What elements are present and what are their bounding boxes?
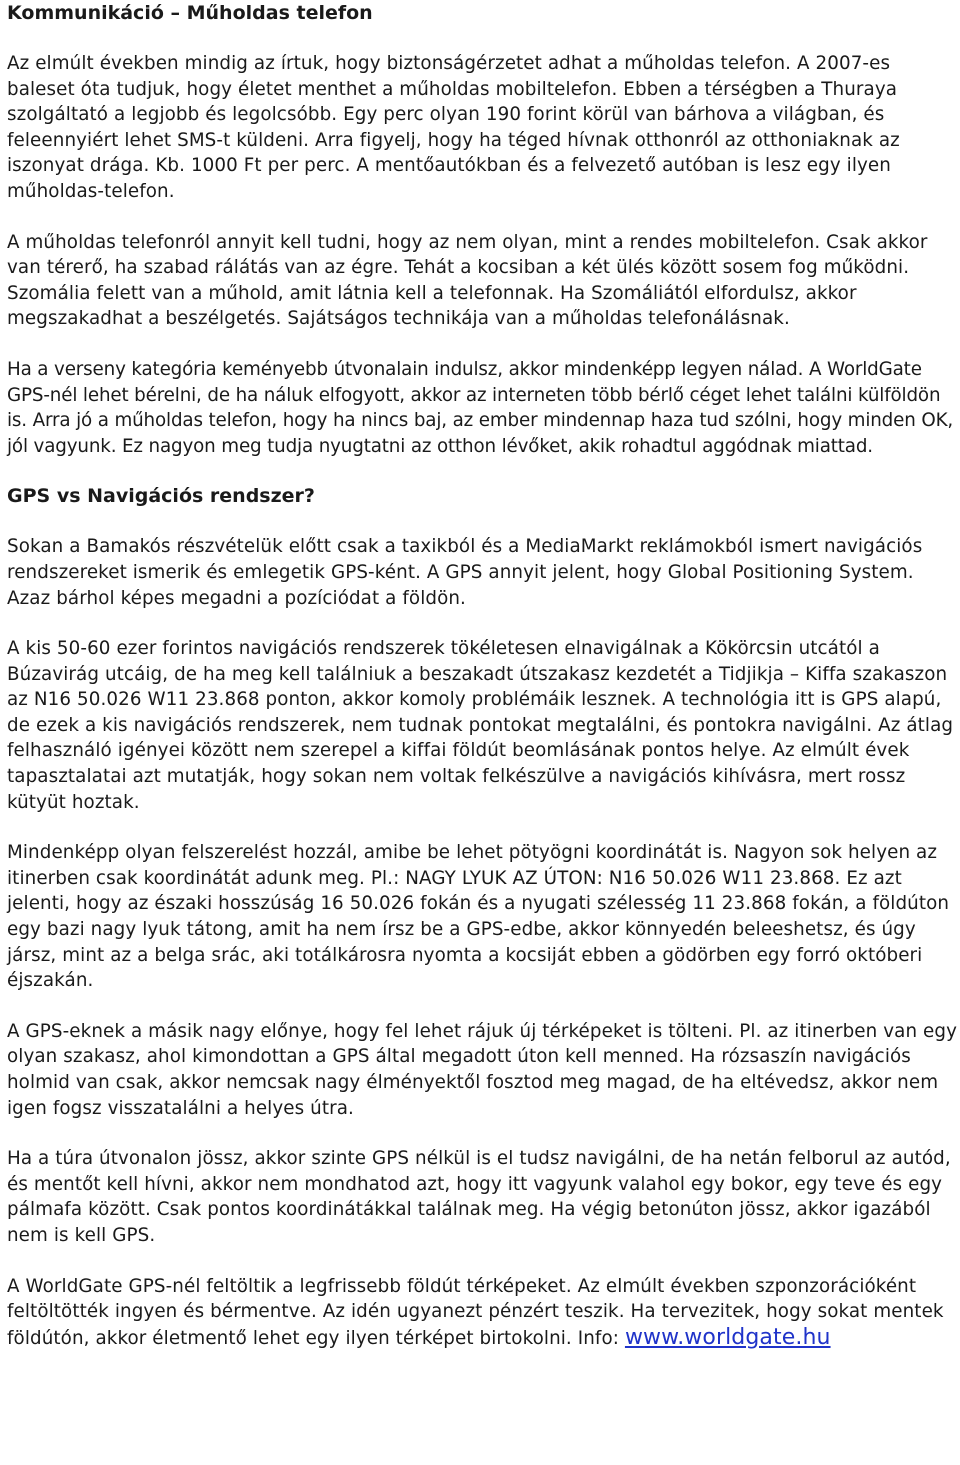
paragraph: A GPS-eknek a másik nagy előnye, hogy fel lehet rájuk új térképeket is tölteni. Pl. az itinerben van egy olyan szakasz, ahol kimondottan a GPS által megadott úton kell menned. Ha rózsaszín navigációs holmid van csak, akkor nemcsak nagy élményektől fosztod meg magad, de ha eltévedsz, akkor nem igen fogsz visszatalálni a helyes útra. [7,1020,958,1119]
section-heading-satellite-phone: Kommunikáció – Műholdas telefon [7,2,373,24]
paragraph-text: A WorldGate GPS-nél feltöltik a legfrissebb földút térképeket. Az elmúlt években szponzorációként feltöltötték ingyen és bérmentve. Az idén ugyanezt pénzért teszik. Ha tervezitek, hogy sokat mentek földútón, akkor életmentő lehet egy ilyen térképet birtokolni. Info: [7,1275,944,1349]
paragraph-last [7,1274,957,1352]
paragraph: Mindenképp olyan felszerelést hozzál, amibe be lehet pötyögni koordinátát is. Nagyon sok helyen az itinerben csak koordinátát adunk meg. Pl.: NAGY LYUK AZ ÚTON: N16 50.026 W11 23.868. Ez azt jelenti, hogy az északi hosszúság 16 50.026 fokán és a nyugati szélesség 11 23.868 fokán, a földúton egy bazi nagy lyuk tátong, amit ha nem írsz be a GPS-edbe, akkor könnyedén beleeshetsz, és úgy jársz, mint az a belga srác, aki totálkárosra nyomta a kocsiját ebben a gödörben egy forró októberi éjszakán. [7,842,950,992]
paragraph: Ha a verseny kategória keményebb útvonalain indulsz, akkor mindenképp legyen nálad. A WorldGate GPS-nél lehet bérelni, de ha náluk elfogyott, akkor az interneten több bérlő céget lehet találni külföldön is. Arra jó a műholdas telefon, hogy ha nincs baj, az ember mindennap haza tud szólni, hogy minden OK, jól vagyunk. Ez nagyon meg tudja nyugtatni az otthon lévőket, akik rohadtul aggódnak miattad. [7,358,954,457]
worldgate-link[interactable]: www.worldgate.hu [624,1324,831,1350]
paragraph: A kis 50-60 ezer forintos navigációs rendszerek tökéletesen elnavigálnak a Kökörcsin utcától a Búzavirág utcáig, de ha meg kell találniuk a beszakadt útszakasz kezdetét a Tidjikja – Kiffa szakaszon az N16 50.026 W11 23.868 ponton, akkor komoly problémáik lesznek. A technológia itt is GPS alapú, de ezek a kis navigációs rendszerek, nem tudnak pontokat megtalálni, és pontokra navigálni. Az átlag felhasználó igényei között nem szerepel a kiffai földút beomlásának pontos helye. Az elmúlt évek tapasztalatai azt mutatják, hogy sokan nem voltak felkészülve a navigációs kihívásra, mert rossz kütyüt hoztak. [7,638,954,813]
paragraph: Ha a túra útvonalon jössz, akkor szinte GPS nélkül is el tudsz navigálni, de ha netán felborul az autód, és mentőt kell hívni, akkor nem mondhatod azt, hogy itt vagyunk valahol egy bokor, egy teve és egy pálmafa között. Csak pontos koordinátákkal találnak meg. Ha végig betonúton jössz, akkor igazából nem is kell GPS. [7,1148,951,1246]
document-page [7,0,957,1376]
paragraph: Sokan a Bamakós részvételük előtt csak a taxikból és a MediaMarkt reklámokból ismert navigációs rendszereket ismerik és emlegetik GPS-ként. A GPS annyit jelent, hogy Global Positioning System. Azaz bárhol képes megadni a pozíciódat a földön. [7,536,923,609]
paragraph: Az elmúlt években mindig az írtuk, hogy biztonságérzetet adhat a műholdas telefon. A 2007-es baleset óta tudjuk, hogy életet menthet a műholdas mobiltelefon. Ebben a térségben a Thuraya szolgáltató a legjobb és legolcsóbb. Egy perc olyan 190 forint körül van bárhova a világban, és feleennyiért lehet SMS-t küldeni. Arra figyelj, hogy ha téged hívnak otthonról az otthoniaknak az iszonyat drága. Kb. 1000 Ft per perc. A mentőautókban és a felvezető autóban is lesz egy ilyen műholdas-telefon. [7,53,900,202]
paragraph: A műholdas telefonról annyit kell tudni, hogy az nem olyan, mint a rendes mobiltelefon. Csak akkor van térerő, ha szabad rálátás van az égre. Tehát a kocsiban a két ülés között sosem fog működni. Szomália felett van a műhold, amit látnia kell a telefonnak. Ha Szomáliától elfordulsz, akkor megszakadhat a beszélgetés. Sajátságos technikája van a műholdas telefonálásnak. [7,231,928,330]
section-heading-gps: GPS vs Navigációs rendszer? [7,485,315,508]
